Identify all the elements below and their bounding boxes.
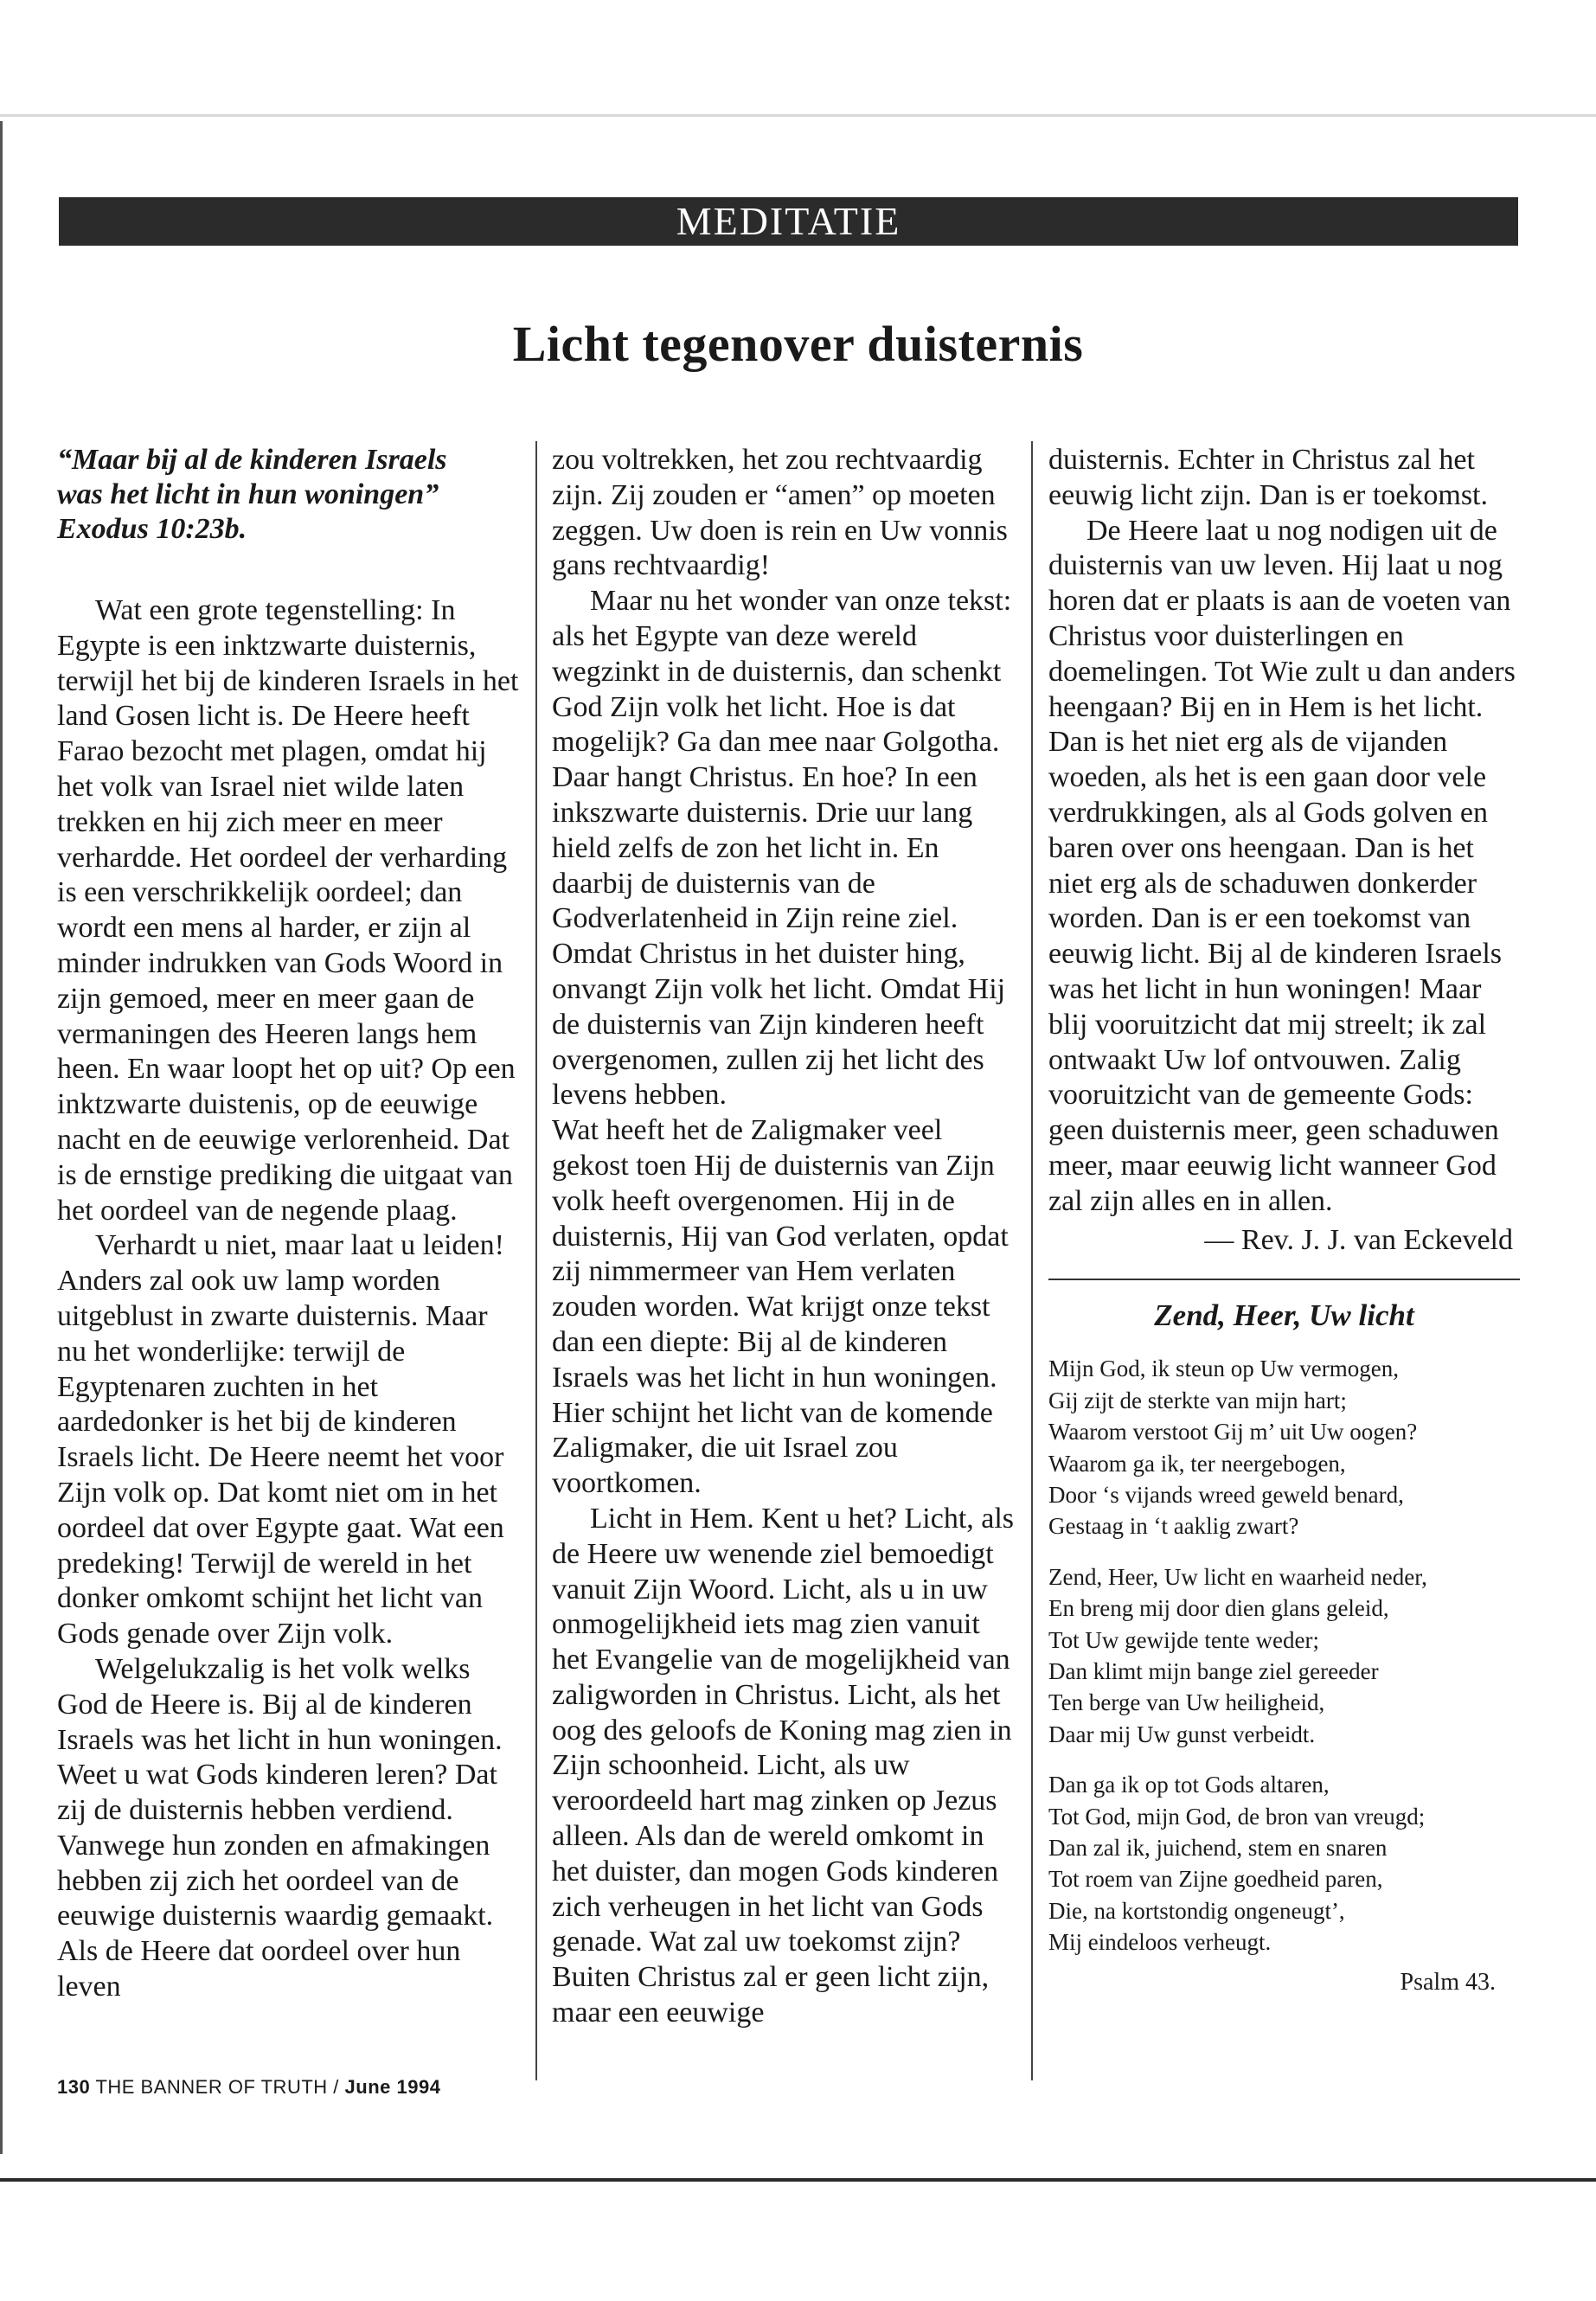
poem-line: Tot God, mijn God, de bron van vreugd;	[1048, 1803, 1426, 1830]
column-divider-2	[1031, 441, 1033, 2080]
epigraph-reference: Exodus 10:23b.	[57, 513, 247, 545]
page-number: 130	[57, 2076, 91, 2098]
paragraph: duisternis. Echter in Christus zal het eeuwig licht zijn. Dan is er toekomst.	[1048, 444, 1488, 511]
page-footer	[57, 2076, 663, 2099]
paragraph: Welgelukzalig is het volk welks God de Heere is. Bij al de kinderen Israels was het licht in hun woningen. Weet u wat Gods kinderen leren? Dat zij de duisternis hebben verdiend. Vanwege hun zonden en afmakingen hebben zij zich het oordeel van de eeuwige duisternis waardig gemaakt. Als de Heere dat oordeel over hun leven	[57, 1652, 503, 2003]
poem-line: Tot roem van Zijne goedheid paren,	[1048, 1866, 1383, 1893]
poem-line: Dan zal ik, juichend, stem en snaren	[1048, 1835, 1388, 1862]
poem-line: Ten berge van Uw heiligheid,	[1048, 1689, 1325, 1716]
page-edge-top	[0, 114, 1596, 117]
paragraph: Maar nu het wonder van onze tekst: als het Egypte van deze wereld wegzinkt in de duisternis, dan schenkt God Zijn volk het licht. Hoe is dat mogelijk? Ga dan mee naar Golgotha. Daar hangt Christus. En hoe? In een inkszwarte duisternis. Drie uur lang hield zelfs de zon het licht in. En daarbij de duisternis van de Godverlatenheid in Zijn reine ziel. Omdat Christus in het duister hing, onvangt Zijn volk het licht. Omdat Hij de duisternis van Zijn kinderen heeft overgenomen, zullen zij het licht des levens hebben.	[552, 585, 1012, 1112]
paragraph: zou voltrekken, het zou rechtvaardig zijn. Zij zouden er “amen” op moeten zeggen. Uw doen is rein en Uw vonnis gans rechtvaardig!	[552, 444, 1008, 582]
epigraph-line: was het licht in hun woningen”	[57, 478, 439, 510]
poem-title: Zend, Heer, Uw licht	[1154, 1298, 1414, 1333]
column-3	[1048, 443, 1520, 2000]
poem-line: Tot Uw gewijde tente weder;	[1048, 1626, 1320, 1653]
poem-stanza-1	[1048, 1353, 1520, 1541]
section-banner: MEDITATIE	[59, 197, 1518, 246]
poem-line: Daar mij Uw gunst verbeidt.	[1048, 1721, 1316, 1747]
poem-line: Dan klimt mijn bange ziel gereeder	[1048, 1657, 1379, 1684]
page-edge-left	[0, 121, 3, 2154]
poem-line: Zend, Heer, Uw licht en waarheid neder,	[1048, 1563, 1427, 1590]
publication-name: THE BANNER OF TRUTH	[95, 2076, 328, 2098]
poem-line: Waarom ga ik, ter neergebogen,	[1048, 1450, 1346, 1477]
section-rule	[1048, 1279, 1520, 1280]
poem-line: Dan ga ik op tot Gods altaren,	[1048, 1772, 1330, 1798]
poem-line: Gestaag in ‘t aaklig zwart?	[1048, 1513, 1299, 1540]
poem-source: Psalm 43.	[1400, 1968, 1496, 1996]
poem-line: Waarom verstoot Gij m’ uit Uw oogen?	[1048, 1419, 1418, 1445]
column-divider-1	[535, 441, 537, 2080]
paragraph: Licht in Hem. Kent u het? Licht, als de Heere uw wenende ziel bemoedigt vanuit Zijn Woord. Licht, als u in uw onmogelijkheid iets mag zien vanuit het Evangelie van de mogelijkheid van zaligworden in Christus. Licht, als het oog des geloofs de Koning mag zien in Zijn schoonheid. Licht, als uw veroordeeld hart mag zinken op Jezus alleen. Als dan de wereld omkomt in het duister, dan mogen Gods kinderen zich verheugen in het licht van Gods genade. Wat zal uw toekomst zijn? Buiten Christus zal er geen licht zijn, maar een eeuwige	[552, 1502, 1015, 2029]
poem-line: Die, na kortstondig ongeneugt’,	[1048, 1897, 1345, 1924]
page-edge-bottom	[0, 2178, 1596, 2182]
paragraph: De Heere laat u nog nodigen uit de duisternis van uw leven. Hij laat u nog horen dat er plaats is aan de voeten van Christus voor duisterlingen en doemelingen. Tot Wie zult u dan anders heengaan? Bij en in Hem is het licht. Dan is het niet erg als de vijanden woeden, als het is een gaan door vele verdrukkingen, als al Gods golven en baren over ons heengaan. Dan is het niet erg als de schaduwen donkerder worden. Dan is er een toekomst van eeuwig licht. Bij al de kinderen Israels was het licht in hun woningen! Maar blij vooruitzicht dat mij streelt; ik zal ontwaakt Uw lof ontvouwen. Zalig vooruitzicht van de gemeente Gods: geen duisternis meer, geen schaduwen meer, maar eeuwig licht wanneer God zal zijn alles en in allen.	[1048, 514, 1516, 1217]
poem-line: Mij eindeloos verheugt.	[1048, 1929, 1272, 1956]
issue-date: June 1994	[344, 2076, 441, 2098]
column-2	[552, 443, 1016, 2031]
poem-line: Gij zijt de sterkte van mijn hart;	[1048, 1387, 1347, 1413]
epigraph-line: “Maar bij al de kinderen Israels	[57, 444, 447, 476]
paragraph: Verhardt u niet, maar laat u leiden! Anders zal ook uw lamp worden uitgeblust in zwarte duisternis. Maar nu het wonderlijke: terwijl de Egyptenaren zuchten in het aardedonker is het bij de kinderen Israels licht. De Heere neemt het voor Zijn volk op. Dat komt niet om in het oordeel dat over Egypte gaat. Wat een predeking! Terwijl de wereld in het donker omkomt schijnt het licht van Gods genade over Zijn volk.	[57, 1229, 504, 1650]
poem-line: Mijn God, ik steun op Uw vermogen,	[1048, 1356, 1399, 1382]
epigraph	[57, 443, 520, 547]
poem-line: Door ‘s vijands wreed geweld benard,	[1048, 1481, 1404, 1508]
poem-stanza-3	[1048, 1769, 1520, 1958]
poem-stanza-2	[1048, 1561, 1520, 1750]
poem-line: En breng mij door dien glans geleid,	[1048, 1595, 1389, 1622]
column-1	[57, 443, 520, 2005]
author-signature: — Rev. J. J. van Eckeveld	[1204, 1223, 1513, 1256]
footer-separator: /	[333, 2076, 339, 2098]
paragraph: Wat een grote tegenstelling: In Egypte is een inktzwarte duisternis, terwijl het bij de kinderen Israels in het land Gosen licht is. De Heere heeft Farao bezocht met plagen, omdat hij het volk van Israel niet wilde laten trekken en hij zich meer en meer verhardde. Het oordeel der verharding is een verschrikkelijk oordeel; dan wordt een mens al harder, er zijn al minder indrukken van Gods Woord in zijn gemoed, meer en meer gaan de vermaningen des Heeren langs hem heen. En waar loopt het op uit? Op een inktzwarte duistenis, op de eeuwige nacht en de eeuwige verlorenheid. Dat is de ernstige prediking die uitgaat van het oordeel van de negende plaag.	[57, 594, 519, 1227]
paragraph: Wat heeft het de Zaligmaker veel gekost toen Hij de duisternis van Zijn volk heeft overgenomen. Hij in de duisternis, Hij van God verlaten, opdat zij nimmermeer van Hem verlaten zouden worden. Wat krijgt onze tekst dan een diepte: Bij al de kinderen Israels was het licht in hun woningen. Hier schijnt het licht van de komende Zaligmaker, die uit Israel zou voortkomen.	[552, 1114, 1009, 1500]
article-title: Licht tegenover duisternis	[512, 316, 1084, 372]
